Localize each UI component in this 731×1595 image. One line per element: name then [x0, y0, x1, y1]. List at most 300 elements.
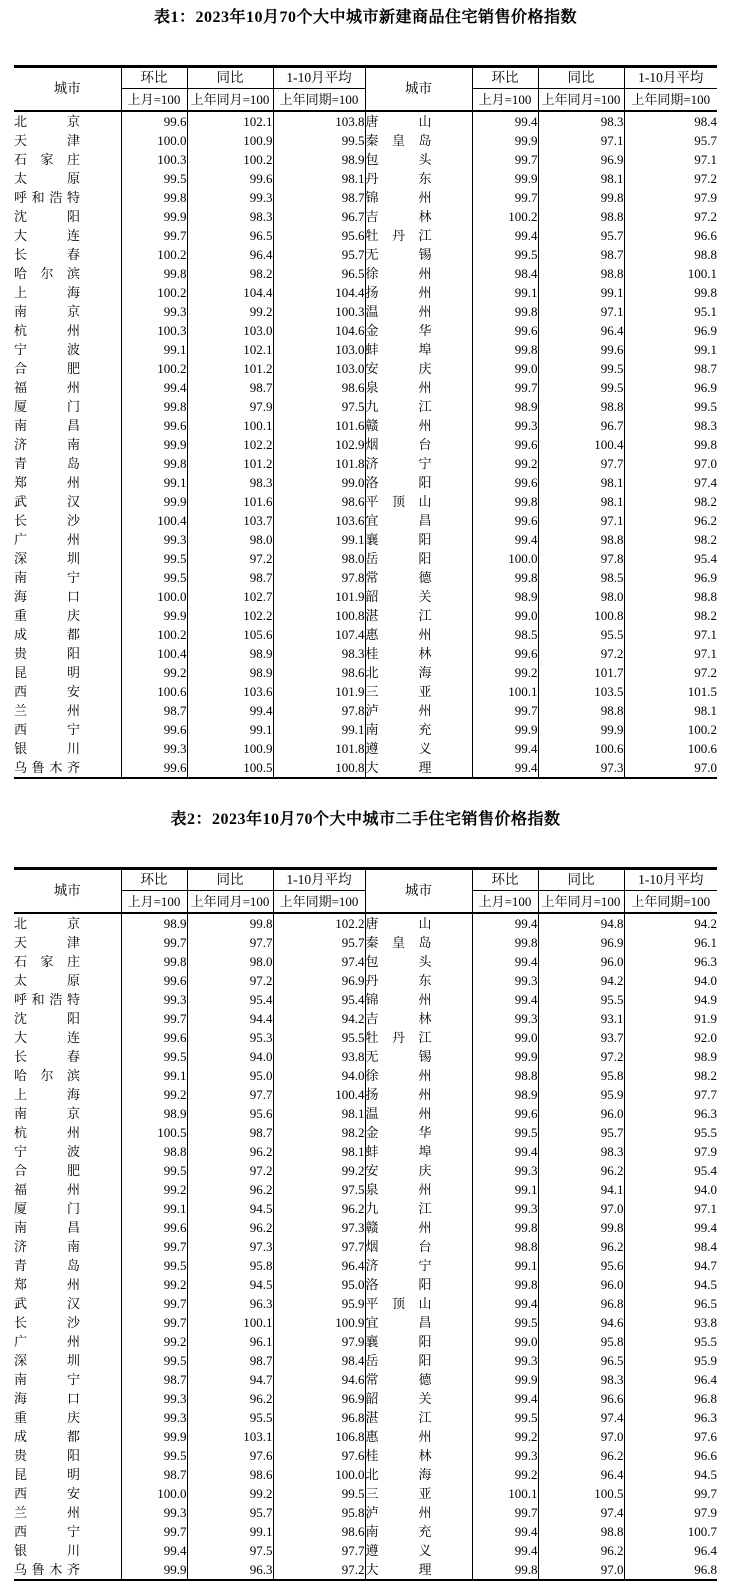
city-cell: [14, 416, 121, 435]
table-row: [14, 1123, 717, 1142]
value-cell: 95.7: [538, 226, 624, 245]
value-cell: 96.9: [273, 971, 365, 990]
table-row: [14, 111, 717, 131]
city-name: 西安: [14, 684, 80, 699]
value-cell: 95.1: [694, 304, 717, 319]
city-cell: [14, 435, 121, 454]
table-row: [14, 1028, 717, 1047]
city-name: 吉林: [365, 209, 432, 224]
value-cell: 95.5: [187, 1408, 273, 1427]
value-cell: 98.3: [187, 473, 273, 492]
city-name: 杭州: [14, 1125, 80, 1140]
col-header-city-right: 城市: [365, 67, 472, 112]
value-cell: 98.0: [187, 530, 273, 549]
city-name: 锦州: [365, 992, 432, 1007]
value-cell: 96.9: [694, 570, 717, 585]
city-cell: [365, 1066, 472, 1085]
city-cell: [365, 913, 472, 933]
city-name: 海口: [14, 589, 80, 604]
value-cell: 96.3: [694, 1410, 717, 1425]
value-cell: 95.5: [694, 1334, 717, 1349]
value-cell: 98.1: [538, 492, 624, 511]
table2-title: 表2：2023年10月70个大中城市二手住宅销售价格指数: [170, 811, 561, 828]
value-cell: 95.5: [273, 1028, 365, 1047]
value-cell: 98.2: [187, 264, 273, 283]
city-name: 惠州: [365, 627, 432, 642]
value-cell: 97.2: [187, 549, 273, 568]
city-cell: [365, 952, 472, 971]
table-row: [14, 1199, 717, 1218]
city-cell: [14, 340, 121, 359]
value-cell: 96.8: [694, 1562, 717, 1577]
value-cell: 98.8: [472, 1066, 538, 1085]
city-cell: [365, 1180, 472, 1199]
value-cell: 96.2: [273, 1199, 365, 1218]
city-name: 岳阳: [365, 1353, 432, 1368]
city-cell: [365, 1427, 472, 1446]
city-cell: [14, 933, 121, 952]
value-cell: 100.2: [121, 283, 187, 302]
city-name: 广州: [14, 532, 80, 547]
value-cell: 98.2: [694, 608, 717, 623]
city-name: 泸州: [365, 703, 432, 718]
value-cell: 99.2: [121, 1085, 187, 1104]
city-name: 沈阳: [14, 1011, 80, 1026]
value-cell: 99.1: [121, 340, 187, 359]
value-cell: 99.1: [472, 1180, 538, 1199]
value-cell: 98.7: [538, 245, 624, 264]
table-row: [14, 1427, 717, 1446]
value-cell: 97.6: [187, 1446, 273, 1465]
col-subheader-avg-base-right: 上年同期=100: [624, 891, 717, 914]
value-cell: 99.8: [472, 1218, 538, 1237]
city-cell: [365, 1465, 472, 1484]
value-cell: 100.8: [273, 606, 365, 625]
value-cell: 101.9: [273, 682, 365, 701]
value-cell: 99.4: [472, 1389, 538, 1408]
table2-header: [14, 869, 717, 914]
value-cell: 99.6: [472, 511, 538, 530]
value-cell: 99.5: [121, 1446, 187, 1465]
value-cell: 96.2: [187, 1218, 273, 1237]
city-cell: [365, 302, 472, 321]
value-cell: 104.4: [273, 283, 365, 302]
city-cell: [14, 1560, 121, 1580]
value-cell: 97.1: [694, 627, 717, 642]
value-cell: 99.6: [472, 473, 538, 492]
table-row: [14, 473, 717, 492]
value-cell: 93.8: [694, 1315, 717, 1330]
value-cell: 98.3: [538, 1370, 624, 1389]
city-cell: [365, 1294, 472, 1313]
table-row: [14, 1142, 717, 1161]
city-name: 天津: [14, 133, 80, 148]
value-cell: 99.3: [472, 1351, 538, 1370]
value-cell: 103.0: [273, 340, 365, 359]
value-cell: 96.7: [273, 207, 365, 226]
value-cell: 96.4: [187, 245, 273, 264]
table-row: [14, 606, 717, 625]
value-cell: 99.4: [472, 530, 538, 549]
value-cell: 98.7: [187, 1351, 273, 1370]
city-cell: [14, 226, 121, 245]
city-name: 郑州: [14, 475, 80, 490]
value-cell: 98.3: [273, 644, 365, 663]
value-cell: 99.3: [121, 990, 187, 1009]
value-cell: 99.8: [472, 933, 538, 952]
value-cell: 101.7: [538, 663, 624, 682]
value-cell: 100.5: [121, 1123, 187, 1142]
value-cell: 99.6: [472, 435, 538, 454]
value-cell: 98.6: [273, 378, 365, 397]
value-cell: 97.2: [538, 644, 624, 663]
col-subheader-yoy-base-right: 上年同月=100: [538, 89, 624, 112]
city-cell: [365, 245, 472, 264]
city-cell: [14, 663, 121, 682]
value-cell: 99.9: [472, 1370, 538, 1389]
table-row: [14, 207, 717, 226]
value-cell: 101.8: [273, 454, 365, 473]
city-name: 南昌: [14, 418, 80, 433]
value-cell: 96.2: [538, 1161, 624, 1180]
value-cell: 98.3: [694, 418, 717, 433]
value-cell: 96.3: [694, 954, 717, 969]
value-cell: 99.7: [472, 150, 538, 169]
city-cell: [365, 473, 472, 492]
value-cell: 100.7: [687, 1524, 717, 1539]
city-cell: [365, 150, 472, 169]
value-cell: 96.0: [538, 1104, 624, 1123]
city-name: 西宁: [14, 1524, 80, 1539]
city-name: 石家庄: [14, 152, 80, 167]
table-row: [14, 1503, 717, 1522]
city-name: 吉林: [365, 1011, 432, 1026]
value-cell: 99.6: [121, 1218, 187, 1237]
col-header-avg-right: 1-10月平均: [624, 67, 717, 89]
city-cell: [365, 1161, 472, 1180]
city-cell: [365, 416, 472, 435]
city-name: 宁波: [14, 1144, 80, 1159]
value-cell: 99.5: [121, 1047, 187, 1066]
city-name: 襄阳: [365, 532, 432, 547]
value-cell: 99.9: [121, 435, 187, 454]
value-cell: 99.1: [121, 473, 187, 492]
table1-body: [14, 111, 717, 778]
city-name: 石家庄: [14, 954, 80, 969]
value-cell: 103.6: [187, 682, 273, 701]
city-cell: [14, 1237, 121, 1256]
value-cell: 98.1: [538, 169, 624, 188]
value-cell: 100.9: [187, 131, 273, 150]
value-cell: 97.6: [694, 1429, 717, 1444]
city-cell: [14, 1465, 121, 1484]
table-row: [14, 530, 717, 549]
city-name: 包头: [365, 152, 432, 167]
city-cell: [365, 758, 472, 778]
value-cell: 100.5: [538, 1484, 624, 1503]
value-cell: 94.5: [187, 1275, 273, 1294]
city-cell: [14, 990, 121, 1009]
value-cell: 99.1: [694, 342, 717, 357]
city-name: 遵义: [365, 741, 432, 756]
col-header-yoy-left: 同比: [187, 67, 273, 89]
value-cell: 103.0: [187, 321, 273, 340]
value-cell: 98.7: [187, 568, 273, 587]
value-cell: 99.7: [472, 1503, 538, 1522]
value-cell: 99.4: [472, 1522, 538, 1541]
value-cell: 99.2: [472, 1465, 538, 1484]
city-cell: [14, 682, 121, 701]
value-cell: 99.5: [472, 245, 538, 264]
value-cell: 99.0: [273, 473, 365, 492]
city-name: 平顶山: [365, 494, 432, 509]
city-cell: [365, 1503, 472, 1522]
city-cell: [365, 1332, 472, 1351]
value-cell: 98.2: [694, 532, 717, 547]
value-cell: 99.9: [472, 720, 538, 739]
city-name: 湛江: [365, 1410, 432, 1425]
value-cell: 97.4: [538, 1503, 624, 1522]
value-cell: 97.7: [273, 1237, 365, 1256]
value-cell: 99.9: [121, 1427, 187, 1446]
value-cell: 96.2: [538, 1237, 624, 1256]
value-cell: 96.8: [694, 1391, 717, 1406]
value-cell: 99.6: [121, 416, 187, 435]
city-cell: [14, 1047, 121, 1066]
table-row: [14, 1237, 717, 1256]
value-cell: 98.4: [273, 1351, 365, 1370]
city-name: 银川: [14, 1543, 80, 1558]
city-name: 赣州: [365, 418, 432, 433]
city-cell: [14, 283, 121, 302]
value-cell: 99.8: [694, 437, 717, 452]
city-name: 合肥: [14, 361, 80, 376]
city-name: 扬州: [365, 1087, 432, 1102]
value-cell: 98.9: [121, 1104, 187, 1123]
city-name: 丹东: [365, 171, 432, 186]
city-cell: [14, 720, 121, 739]
city-name: 烟台: [365, 1239, 432, 1254]
value-cell: 99.1: [121, 1066, 187, 1085]
value-cell: 97.1: [538, 511, 624, 530]
value-cell: 94.9: [694, 992, 717, 1007]
city-name: 昆明: [14, 1467, 80, 1482]
city-cell: [365, 625, 472, 644]
value-cell: 96.9: [273, 1389, 365, 1408]
city-name: 长春: [14, 1049, 80, 1064]
value-cell: 101.2: [187, 454, 273, 473]
value-cell: 99.2: [472, 663, 538, 682]
value-cell: 99.2: [472, 1427, 538, 1446]
value-cell: 98.8: [538, 264, 624, 283]
city-cell: [14, 378, 121, 397]
city-name: 南宁: [14, 1372, 80, 1387]
city-cell: [365, 587, 472, 606]
city-name: 厦门: [14, 399, 80, 414]
value-cell: 100.2: [121, 359, 187, 378]
table-row: [14, 549, 717, 568]
value-cell: 96.2: [187, 1180, 273, 1199]
value-cell: 100.2: [687, 722, 717, 737]
value-cell: 97.8: [273, 701, 365, 720]
table-row: [14, 321, 717, 340]
city-cell: [14, 1427, 121, 1446]
value-cell: 99.4: [472, 1142, 538, 1161]
col-header-mom-right: 环比: [472, 67, 538, 89]
value-cell: 99.8: [538, 1218, 624, 1237]
city-name: 湛江: [365, 608, 432, 623]
value-cell: 101.5: [687, 684, 717, 699]
city-cell: [365, 435, 472, 454]
value-cell: 101.6: [187, 492, 273, 511]
value-cell: 99.1: [187, 720, 273, 739]
value-cell: 96.4: [538, 1465, 624, 1484]
value-cell: 99.1: [538, 283, 624, 302]
value-cell: 98.9: [187, 663, 273, 682]
value-cell: 98.7: [694, 361, 717, 376]
value-cell: 99.6: [472, 644, 538, 663]
table-row: [14, 1161, 717, 1180]
city-name: 秦皇岛: [365, 133, 432, 148]
city-name: 郑州: [14, 1277, 80, 1292]
table-row: [14, 1313, 717, 1332]
value-cell: 97.0: [694, 456, 717, 471]
value-cell: 97.7: [273, 1541, 365, 1560]
col-subheader-mom-base-right: 上月=100: [472, 89, 538, 112]
table-row: [14, 1446, 717, 1465]
table-row: [14, 1294, 717, 1313]
city-name: 大连: [14, 228, 80, 243]
value-cell: 101.2: [187, 359, 273, 378]
value-cell: 99.9: [538, 720, 624, 739]
city-cell: [14, 1446, 121, 1465]
city-cell: [365, 359, 472, 378]
value-cell: 98.5: [538, 568, 624, 587]
value-cell: 95.4: [694, 551, 717, 566]
value-cell: 99.6: [538, 340, 624, 359]
value-cell: 95.6: [187, 1104, 273, 1123]
city-cell: [365, 1199, 472, 1218]
value-cell: 99.4: [472, 226, 538, 245]
value-cell: 99.8: [472, 302, 538, 321]
value-cell: 97.1: [694, 1201, 717, 1216]
table-row: [14, 1522, 717, 1541]
table-row: [14, 990, 717, 1009]
city-cell: [365, 1408, 472, 1427]
city-name: 重庆: [14, 1410, 80, 1425]
value-cell: 99.0: [472, 1028, 538, 1047]
value-cell: 98.7: [187, 378, 273, 397]
city-name: 成都: [14, 1429, 80, 1444]
value-cell: 100.9: [187, 739, 273, 758]
value-cell: 98.8: [121, 1142, 187, 1161]
city-cell: [14, 473, 121, 492]
city-cell: [14, 530, 121, 549]
value-cell: 99.8: [472, 492, 538, 511]
col-header-mom-right: 环比: [472, 869, 538, 891]
value-cell: 100.3: [121, 150, 187, 169]
value-cell: 97.0: [538, 1427, 624, 1446]
table-row: [14, 1484, 717, 1503]
value-cell: 98.8: [694, 589, 717, 604]
value-cell: 97.1: [538, 131, 624, 150]
value-cell: 99.3: [472, 1161, 538, 1180]
city-cell: [365, 933, 472, 952]
value-cell: 99.3: [187, 188, 273, 207]
col-header-avg-right: 1-10月平均: [624, 869, 717, 891]
city-name: 福州: [14, 1182, 80, 1197]
value-cell: 99.0: [472, 606, 538, 625]
value-cell: 99.1: [121, 1199, 187, 1218]
value-cell: 98.8: [538, 701, 624, 720]
table-row: [14, 1256, 717, 1275]
city-name: 北京: [14, 916, 80, 931]
value-cell: 97.9: [694, 1505, 717, 1520]
value-cell: 96.3: [694, 1106, 717, 1121]
value-cell: 98.8: [472, 1237, 538, 1256]
city-cell: [365, 1085, 472, 1104]
value-cell: 99.2: [121, 1180, 187, 1199]
value-cell: 104.4: [187, 283, 273, 302]
city-cell: [365, 207, 472, 226]
table-row: [14, 644, 717, 663]
city-name: 重庆: [14, 608, 80, 623]
value-cell: 99.3: [472, 1199, 538, 1218]
table-row: [14, 682, 717, 701]
value-cell: 99.7: [121, 1009, 187, 1028]
value-cell: 94.2: [694, 916, 717, 931]
city-cell: [365, 492, 472, 511]
value-cell: 95.9: [273, 1294, 365, 1313]
city-name: 合肥: [14, 1163, 80, 1178]
table1-section: [0, 0, 731, 779]
city-cell: [365, 111, 472, 131]
value-cell: 99.1: [273, 530, 365, 549]
table-row: [14, 397, 717, 416]
city-cell: [14, 397, 121, 416]
value-cell: 97.7: [187, 933, 273, 952]
value-cell: 96.5: [538, 1351, 624, 1370]
city-cell: [365, 720, 472, 739]
value-cell: 96.7: [538, 416, 624, 435]
city-name: 南充: [365, 722, 432, 737]
city-name: 蚌埠: [365, 342, 432, 357]
value-cell: 102.2: [187, 606, 273, 625]
value-cell: 99.8: [121, 454, 187, 473]
city-name: 北京: [14, 114, 80, 129]
value-cell: 95.4: [273, 990, 365, 1009]
city-cell: [365, 530, 472, 549]
value-cell: 99.7: [121, 1294, 187, 1313]
value-cell: 99.7: [472, 701, 538, 720]
value-cell: 97.2: [273, 1560, 365, 1580]
city-cell: [14, 188, 121, 207]
city-name: 南京: [14, 1106, 80, 1121]
table1-new-homes-price-index: [14, 65, 717, 779]
value-cell: 98.7: [273, 188, 365, 207]
city-name: 南充: [365, 1524, 432, 1539]
value-cell: 99.5: [538, 359, 624, 378]
value-cell: 96.0: [538, 952, 624, 971]
value-cell: 99.1: [187, 1522, 273, 1541]
city-cell: [365, 340, 472, 359]
value-cell: 107.4: [273, 625, 365, 644]
value-cell: 97.8: [273, 568, 365, 587]
value-cell: 97.5: [187, 1541, 273, 1560]
value-cell: 99.2: [273, 1161, 365, 1180]
value-cell: 98.9: [694, 1049, 717, 1064]
value-cell: 100.4: [121, 511, 187, 530]
